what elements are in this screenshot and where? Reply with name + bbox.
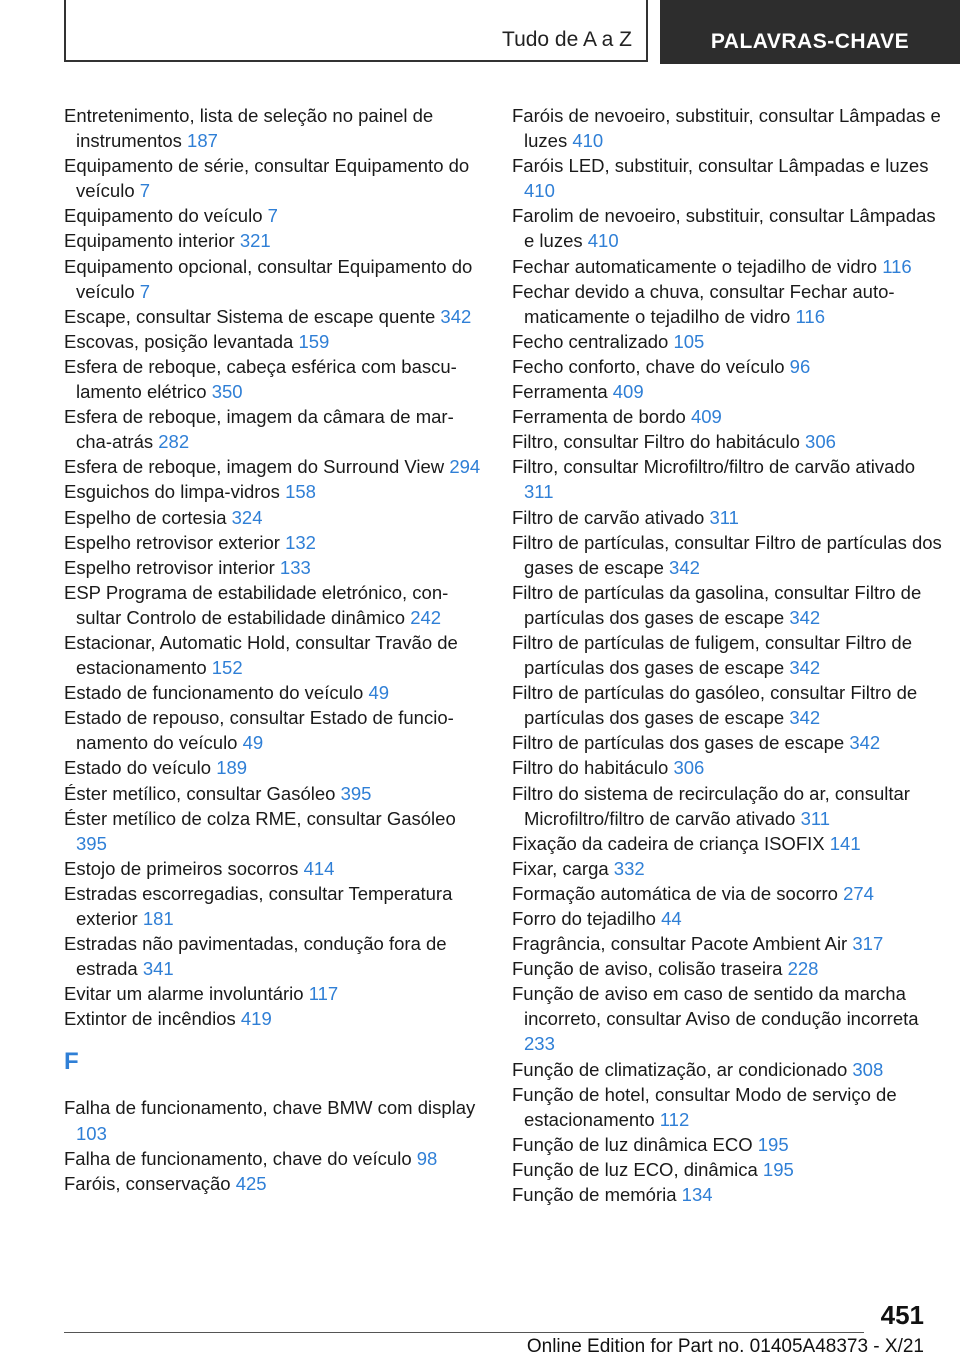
- entry-text: Espelho de cortesia: [64, 506, 227, 528]
- index-entry: [512, 454, 942, 504]
- entry-text: Extintor de incêndios: [64, 1008, 236, 1030]
- entry-text: Forro do tejadilho: [512, 908, 656, 929]
- index-list-e: [64, 103, 482, 1031]
- entry-page-link[interactable]: 49: [242, 732, 264, 754]
- index-entry: [64, 203, 482, 228]
- entry-page-link[interactable]: 311: [709, 506, 739, 528]
- entry-page-link[interactable]: 342: [789, 657, 821, 679]
- index-entry: [512, 153, 942, 203]
- entry-text: Ferramenta: [512, 381, 608, 403]
- entry-text: Filtro de carvão ativado: [512, 506, 705, 528]
- entry-page-link[interactable]: 409: [690, 406, 722, 428]
- index-entry: [64, 856, 482, 881]
- entry-text: Esfera de reboque, imagem da câmara de marcha-atrás: [64, 406, 454, 453]
- index-entry: [64, 404, 482, 454]
- index-entry: [64, 329, 482, 354]
- entry-page-link[interactable]: 311: [524, 481, 554, 503]
- entry-text: Filtro de partículas dos gases de escape: [512, 732, 845, 754]
- index-entry: [64, 153, 482, 203]
- entry-text: Equipamento do veículo: [64, 205, 263, 227]
- footer-edition: Online Edition for Part no. 01405A48373 - X/21: [526, 1336, 924, 1357]
- index-entry: [512, 404, 942, 429]
- index-entry: [64, 555, 482, 580]
- entry-page-link[interactable]: 112: [659, 1108, 690, 1130]
- entry-text: Ferramenta de bordo: [512, 406, 686, 428]
- index-entry: [64, 981, 482, 1006]
- entry-text: Formação automática de via de socorro: [512, 882, 838, 904]
- entry-text: Filtro do habitáculo: [512, 757, 669, 779]
- header-tab: PALAVRAS-CHAVE: [660, 0, 960, 64]
- entry-text: Estado de funcionamento do veículo: [64, 682, 364, 704]
- entry-page-link[interactable]: 134: [681, 1184, 713, 1206]
- entry-page-link[interactable]: 158: [285, 481, 316, 503]
- entry-text: Função de luz dinâmica ECO: [512, 1133, 753, 1155]
- entry-page-link[interactable]: 117: [308, 983, 339, 1005]
- entry-page-link[interactable]: 228: [787, 958, 819, 980]
- index-entry: [512, 103, 942, 153]
- entry-text: Filtro de partículas de fuligem, consultar Filtro de partículas dos gases de escape: [512, 631, 912, 679]
- entry-text: Filtro de partículas do gasóleo, consultar Filtro de partículas dos gases de escape: [512, 682, 918, 729]
- entry-page-link[interactable]: 233: [524, 1033, 555, 1055]
- entry-page-link[interactable]: 425: [235, 1172, 267, 1194]
- entry-page-link[interactable]: 7: [139, 180, 151, 202]
- entry-page-link[interactable]: 317: [852, 933, 884, 955]
- index-entry: [512, 429, 942, 454]
- entry-text: Escovas, posição levantada: [64, 330, 294, 352]
- index-entry: [64, 228, 482, 253]
- entry-page-link[interactable]: 96: [789, 355, 811, 377]
- index-list-f: [64, 1095, 482, 1195]
- entry-text: Função de aviso, colisão traseira: [512, 958, 783, 980]
- entry-text: Espelho retrovisor interior: [64, 556, 275, 578]
- entry-page-link[interactable]: 181: [142, 908, 174, 929]
- entry-page-link[interactable]: 49: [368, 682, 390, 704]
- entry-page-link[interactable]: 350: [211, 381, 243, 403]
- entry-page-link[interactable]: 187: [187, 130, 218, 152]
- entry-text: Fecho centralizado: [512, 330, 669, 352]
- entry-text: Farolim de nevoeiro, substituir, consultar Lâmpadas e luzes: [512, 205, 936, 252]
- index-entry: [64, 580, 482, 630]
- entry-page-link[interactable]: 342: [669, 556, 700, 578]
- entry-page-link[interactable]: 195: [762, 1158, 794, 1180]
- index-entry: [64, 505, 482, 530]
- index-entry: [512, 1132, 942, 1157]
- entry-page-link[interactable]: 152: [211, 657, 243, 679]
- entry-text: Escape, consultar Sistema de escape quente: [64, 305, 436, 327]
- entry-text: Faróis, conservação: [64, 1172, 231, 1194]
- footer-divider: [64, 1332, 864, 1333]
- entry-text: ESP Programa de estabilidade eletrónico, consultar Controlo de estabilidade dinâmico: [64, 581, 449, 628]
- index-entry: [64, 1095, 482, 1145]
- index-column-left: [64, 103, 482, 1196]
- entry-page-link[interactable]: 311: [800, 807, 831, 829]
- entry-text: Falha de funcionamento, chave do veículo: [64, 1147, 412, 1169]
- index-entry: [512, 279, 942, 329]
- entry-page-link[interactable]: 7: [267, 205, 278, 227]
- entry-page-link[interactable]: 98: [416, 1147, 438, 1169]
- index-entry: [512, 354, 942, 379]
- index-entry: [512, 630, 942, 680]
- index-entry: [512, 981, 942, 1056]
- entry-page-link[interactable]: 195: [757, 1133, 789, 1155]
- entry-text: Espelho retrovisor exterior: [64, 531, 280, 553]
- entry-page-link[interactable]: 306: [673, 757, 705, 779]
- entry-page-link[interactable]: 306: [805, 431, 836, 453]
- entry-text: Função de climatização, ar condicionado: [512, 1058, 848, 1080]
- entry-text: Função de aviso em caso de sentido da marcha incorreto, consultar Aviso de condução incorreta: [512, 983, 919, 1030]
- entry-text: Estradas escorregadias, consultar Temperatura exterior: [64, 882, 453, 929]
- index-entry: [512, 1082, 942, 1132]
- header-section-title: Tudo de A a Z: [502, 28, 632, 51]
- entry-page-link[interactable]: 159: [298, 330, 330, 352]
- entry-text: Função de luz ECO, dinâmica: [512, 1158, 758, 1180]
- entry-page-link[interactable]: 103: [76, 1122, 107, 1144]
- index-entry: [64, 103, 482, 153]
- entry-text: Estacionar, Automatic Hold, consultar Travão de estacionamento: [64, 631, 458, 679]
- entry-page-link[interactable]: 342: [849, 732, 881, 754]
- entry-page-link[interactable]: 116: [882, 255, 912, 277]
- entry-text: Fixar, carga: [512, 857, 609, 879]
- entry-page-link[interactable]: 395: [76, 832, 107, 854]
- index-entry: [512, 730, 942, 755]
- index-entry: [512, 329, 942, 354]
- entry-page-link[interactable]: 282: [158, 431, 190, 453]
- entry-text: Entretenimento, lista de seleção no painel de instrumentos: [64, 105, 434, 152]
- entry-page-link[interactable]: 189: [216, 757, 248, 779]
- entry-text: Filtro, consultar Microfiltro/filtro de carvão ativado: [512, 456, 916, 478]
- entry-page-link[interactable]: 132: [285, 531, 316, 553]
- entry-page-link[interactable]: 274: [843, 882, 874, 904]
- entry-page-link[interactable]: 7: [139, 280, 151, 302]
- index-list-right: [512, 103, 942, 1207]
- entry-page-link[interactable]: 342: [789, 707, 821, 729]
- index-entry: [512, 254, 942, 279]
- index-entry: [64, 755, 482, 780]
- entry-text: Falha de funcionamento, chave BMW com display: [64, 1097, 476, 1119]
- entry-page-link[interactable]: 414: [303, 857, 335, 879]
- index-entry: [512, 956, 942, 981]
- entry-text: Filtro, consultar Filtro do habitáculo: [512, 431, 800, 453]
- index-entry: [64, 705, 482, 755]
- entry-text: Esfera de reboque, imagem do Surround View: [64, 456, 445, 478]
- index-entry: [512, 203, 942, 253]
- entry-page-link[interactable]: 242: [410, 606, 442, 628]
- index-entry: [64, 1146, 482, 1171]
- entry-page-link[interactable]: 308: [852, 1058, 884, 1080]
- index-column-right: [512, 103, 942, 1207]
- index-entry: [512, 1057, 942, 1082]
- index-entry: [64, 806, 482, 856]
- index-entry: [64, 781, 482, 806]
- index-entry: [64, 680, 482, 705]
- entry-page-link[interactable]: 105: [673, 330, 705, 352]
- index-entry: [64, 881, 482, 931]
- entry-text: Fecho conforto, chave do veículo: [512, 355, 785, 377]
- index-entry: [64, 530, 482, 555]
- index-entry: [512, 906, 942, 931]
- index-entry: [64, 1171, 482, 1196]
- entry-text: Estojo de primeiros socorros: [64, 857, 299, 879]
- index-entry: [64, 630, 482, 680]
- entry-text: Esfera de reboque, cabeça esférica com basculamento elétrico: [64, 355, 457, 403]
- entry-text: Éster metílico de colza RME, consultar Gasóleo: [64, 807, 456, 829]
- index-entry: [512, 931, 942, 956]
- entry-page-link[interactable]: 419: [240, 1008, 272, 1030]
- entry-text: Faróis LED, substituir, consultar Lâmpadas e luzes: [512, 155, 929, 177]
- index-entry: [64, 1006, 482, 1031]
- index-entry: [512, 1182, 942, 1207]
- entry-text: Esguichos do limpa-vidros: [64, 481, 280, 503]
- entry-page-link[interactable]: 410: [524, 180, 555, 202]
- page-number: 451: [880, 1300, 924, 1330]
- index-entry: [64, 254, 482, 304]
- entry-text: Fechar devido a chuva, consultar Fechar automaticamente o tejadilho de vidro: [512, 280, 895, 327]
- entry-text: Equipamento interior: [64, 230, 235, 252]
- entry-text: Fragrância, consultar Pacote Ambient Air: [512, 933, 848, 955]
- index-entry: [64, 479, 482, 504]
- entry-page-link[interactable]: 116: [795, 305, 825, 327]
- entry-page-link[interactable]: 342: [789, 606, 821, 628]
- entry-page-link[interactable]: 141: [829, 832, 861, 854]
- entry-text: Filtro do sistema de recirculação do ar, consultar Microfiltro/filtro de carvão ativado: [512, 782, 910, 829]
- entry-text: Faróis de nevoeiro, substituir, consultar Lâmpadas e luzes: [512, 105, 941, 152]
- entry-page-link[interactable]: 341: [142, 958, 174, 980]
- index-entry: [512, 1157, 942, 1182]
- index-entry: [512, 831, 942, 856]
- entry-page-link[interactable]: 410: [587, 230, 619, 252]
- entry-text: Fixação da cadeira de criança ISOFIX: [512, 832, 825, 854]
- entry-text: Equipamento de série, consultar Equipamento do veículo: [64, 155, 470, 202]
- entry-page-link[interactable]: 294: [449, 456, 481, 478]
- index-entry: [512, 379, 942, 404]
- entry-text: Filtro de partículas da gasolina, consultar Filtro de partículas dos gases de escape: [512, 581, 922, 628]
- entry-text: Estradas não pavimentadas, condução fora de estrada: [64, 933, 447, 980]
- index-entry: [512, 781, 942, 831]
- index-entry: [64, 931, 482, 981]
- entry-page-link[interactable]: 410: [572, 130, 604, 152]
- entry-page-link[interactable]: 342: [440, 305, 472, 327]
- entry-text: Fechar automaticamente o tejadilho de vidro: [512, 255, 878, 277]
- entry-page-link[interactable]: 44: [661, 908, 682, 929]
- index-entry: [512, 856, 942, 881]
- entry-page-link[interactable]: 409: [612, 381, 644, 403]
- index-entry: [512, 680, 942, 730]
- index-entry: [64, 354, 482, 404]
- entry-page-link[interactable]: 324: [231, 506, 263, 528]
- page-header: [64, 0, 960, 64]
- entry-page-link[interactable]: 133: [279, 556, 311, 578]
- index-entry: [64, 454, 482, 479]
- index-entry: [512, 580, 942, 630]
- index-entry: [64, 304, 482, 329]
- entry-text: Filtro de partículas, consultar Filtro de partículas dos gases de escape: [512, 531, 942, 578]
- entry-page-link[interactable]: 332: [613, 857, 645, 879]
- index-entry: [512, 755, 942, 780]
- entry-text: Função de memória: [512, 1184, 677, 1206]
- entry-page-link[interactable]: 321: [239, 230, 271, 252]
- index-entry: [512, 530, 942, 580]
- section-letter: F: [64, 1048, 79, 1076]
- entry-text: Função de hotel, consultar Modo de serviço de estacionamento: [512, 1083, 897, 1130]
- entry-text: Éster metílico, consultar Gasóleo: [64, 782, 336, 804]
- entry-text: Evitar um alarme involuntário: [64, 983, 304, 1005]
- entry-page-link[interactable]: 395: [340, 782, 372, 804]
- entry-text: Equipamento opcional, consultar Equipamento do veículo: [64, 255, 473, 302]
- entry-text: Estado do veículo: [64, 757, 212, 779]
- index-entry: [512, 505, 942, 530]
- index-entry: [512, 881, 942, 906]
- entry-text: Estado de repouso, consultar Estado de funcionamento do veículo: [64, 707, 454, 754]
